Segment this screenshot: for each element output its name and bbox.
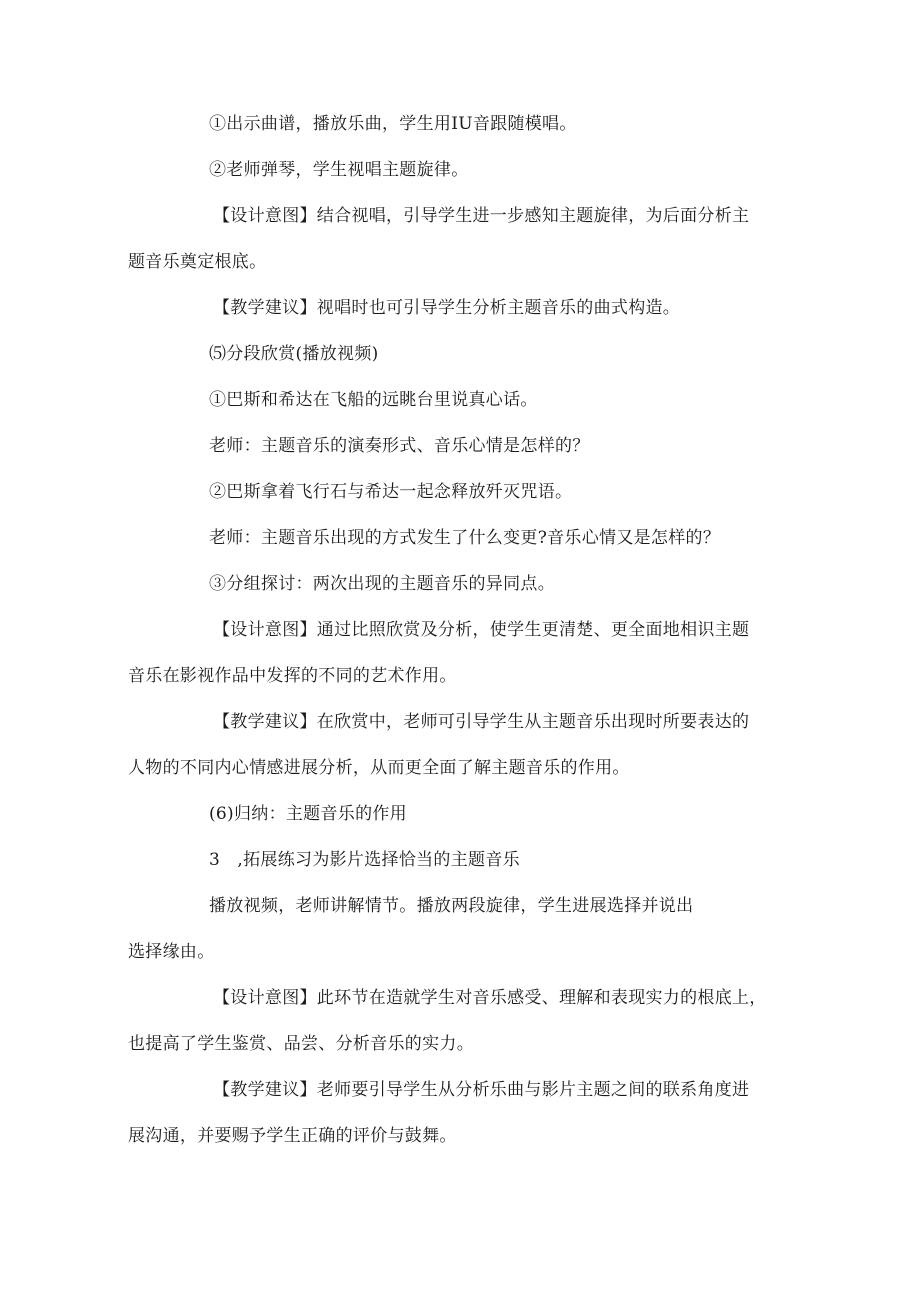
text-line: ⑸分段欣赏(播放视频) (209, 344, 379, 364)
text-line: 【设计意图】通过比照欣赏及分析，使学生更清楚、更全面地相识主题 (213, 620, 750, 640)
text-line: ①巴斯和希达在飞船的远眺台里说真心话。 (209, 390, 538, 410)
text-line: 老师：主题音乐的演奏形式、音乐心情是怎样的？ (209, 436, 590, 456)
text-line: 【教学建议】老师要引导学生从分析乐曲与影片主题之间的联系角度进 (213, 1080, 750, 1100)
text-line: ②巴斯拿着飞行石与希达一起念释放歼灭咒语。 (209, 482, 573, 502)
text-line: 人物的不同内心情感进展分析，从而更全面了解主题音乐的作用。 (128, 758, 630, 778)
text-line: 【教学建议】在欣赏中，老师可引导学生从主题音乐出现时所要表达的 (213, 712, 750, 732)
text-line: 展沟通，并要赐予学生正确的评价与鼓舞。 (128, 1126, 457, 1146)
text-line: 播放视频，老师讲解情节。播放两段旋律，学生进展选择并说出 (209, 896, 694, 916)
text-line: (6)归纳：主题音乐的作用 (209, 804, 407, 824)
text-line: 【设计意图】结合视唱，引导学生进一步感知主题旋律，为后面分析主 (213, 206, 750, 226)
text-line: 【设计意图】此环节在造就学生对音乐感受、理解和表现实力的根底上， (213, 988, 767, 1008)
text-line: 题音乐奠定根底。 (128, 252, 267, 272)
text-line: 也提高了学生鉴赏、品尝、分析音乐的实力。 (128, 1034, 474, 1054)
text-line: ②老师弹琴，学生视唱主题旋律。 (209, 160, 469, 180)
text-line: 音乐在影视作品中发挥的不同的艺术作用。 (128, 666, 457, 686)
text-line: 老师：主题音乐出现的方式发生了什么变更?音乐心情又是怎样的？ (209, 528, 721, 548)
text-line: 3 ,拓展练习为影片选择恰当的主题音乐 (209, 850, 520, 870)
text-line: 【教学建议】视唱时也可引导学生分析主题音乐的曲式构造。 (213, 298, 681, 318)
text-line: ③分组探讨：两次出现的主题音乐的异同点。 (209, 574, 555, 594)
text-line: ①出示曲谱，播放乐曲，学生用IU音跟随模唱。 (209, 114, 577, 134)
text-line: 选择缘由。 (128, 942, 215, 962)
